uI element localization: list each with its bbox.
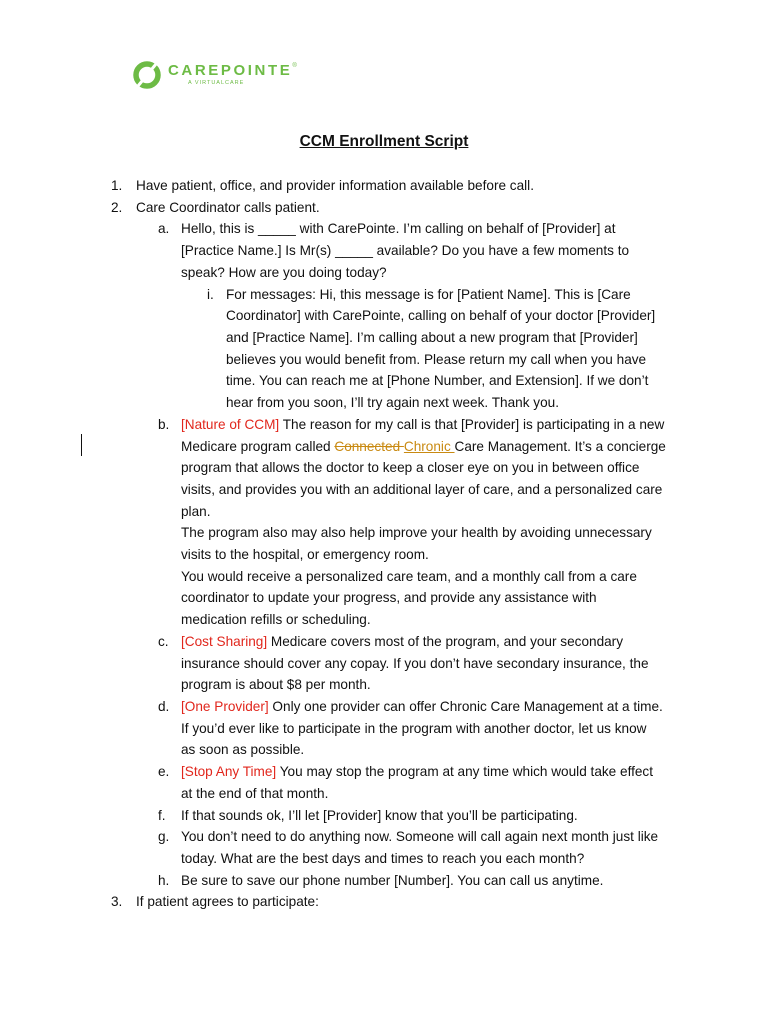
script-line: time. You can reach me at [Phone Number, and Extension]. If we don’t <box>226 373 649 388</box>
script-line: Be sure to save our phone number [Number]. You can call us anytime. <box>181 873 604 888</box>
carepointe-logo-icon <box>132 60 162 90</box>
script-line: visits to the hospital, or emergency room. <box>181 547 429 562</box>
list-marker: g. <box>158 829 170 844</box>
script-line <box>181 696 663 718</box>
script-line <box>181 414 664 436</box>
script-text: Care Management. It’s a concierge <box>454 439 666 454</box>
script-line: speak? How are you doing today? <box>181 265 387 280</box>
list-marker: b. <box>158 417 170 432</box>
script-line: believes you would benefit from. Please return my call when you have <box>226 352 647 367</box>
script-line: medication refills or scheduling. <box>181 612 371 627</box>
message-label: For messages: <box>226 287 316 302</box>
text-cursor <box>81 434 82 456</box>
script-line: Hello, this is _____ with CarePointe. I’m calling on behalf of [Provider] at <box>181 221 616 236</box>
section-tag: [One Provider] <box>181 699 269 714</box>
script-line: You would receive a personalized care team, and a monthly call from a care <box>181 569 637 584</box>
list-marker: a. <box>158 221 170 236</box>
script-line <box>181 761 653 783</box>
list-marker: 2. <box>111 200 123 215</box>
brand-name: CAREPOINTE <box>168 62 293 80</box>
list-marker: d. <box>158 699 170 714</box>
message-text: Hi, this message is for [Patient Name]. This is [Care <box>315 287 631 302</box>
script-text: Medicare covers most of the program, and your secondary <box>267 634 624 649</box>
script-line: The program also may also help improve your health by avoiding unnecessary <box>181 525 652 540</box>
script-text: The reason for my call is that [Provider] is participating in a new <box>279 417 665 432</box>
script-line: as soon as possible. <box>181 742 305 757</box>
script-line: plan. <box>181 504 211 519</box>
list-marker: c. <box>158 634 169 649</box>
list-marker: h. <box>158 873 170 888</box>
script-line: insurance should cover any copay. If you don’t have secondary insurance, the <box>181 656 649 671</box>
list-item: Have patient, office, and provider information available before call. <box>136 178 534 193</box>
script-line <box>181 631 623 653</box>
page-title: CCM Enrollment Script <box>299 133 469 150</box>
list-marker: e. <box>158 764 170 779</box>
script-text: You may stop the program at any time which would take effect <box>276 764 654 779</box>
list-item: If patient agrees to participate: <box>136 894 319 909</box>
section-tag: [Nature of CCM] <box>181 417 280 432</box>
script-line: hear from you soon, I’ll try again next week. Thank you. <box>226 395 559 410</box>
inserted-text: Chronic <box>403 439 455 454</box>
script-line: Coordinator] with CarePointe, calling on behalf of your doctor [Provider] <box>226 308 656 323</box>
list-marker: 1. <box>111 178 123 193</box>
script-line: You don’t need to do anything now. Someone will call again next month just like <box>181 829 659 844</box>
script-line: program is about $8 per month. <box>181 677 371 692</box>
list-marker: f. <box>158 808 166 823</box>
script-text: Medicare program called <box>181 439 335 454</box>
list-marker: 3. <box>111 894 123 909</box>
script-line: coordinator to update your progress, and provide any assistance with <box>181 590 597 605</box>
list-item: Care Coordinator calls patient. <box>136 200 320 215</box>
section-tag: [Cost Sharing] <box>181 634 268 649</box>
script-line: and [Practice Name]. I’m calling about a new program that [Provider] <box>226 330 638 345</box>
script-line: [Practice Name.] Is Mr(s) _____ available? Do you have a few moments to <box>181 243 630 258</box>
list-marker: i. <box>207 287 214 302</box>
section-tag: [Stop Any Time] <box>181 764 277 779</box>
brand-trademark: ® <box>292 63 297 70</box>
script-line <box>181 436 666 458</box>
script-line: at the end of that month. <box>181 786 329 801</box>
carepointe-logo <box>132 60 297 90</box>
script-line <box>226 284 631 306</box>
script-line: visits, and provides you with an additional layer of care, and a personalized care <box>181 482 663 497</box>
script-line: program that allows the doctor to keep a closer eye on you in between office <box>181 460 640 475</box>
script-line: If you’d ever like to participate in the program with another doctor, let us know <box>181 721 647 736</box>
script-line: today. What are the best days and times to reach you each month? <box>181 851 585 866</box>
brand-subtitle: A VIRTUALCARE <box>188 80 245 87</box>
script-text: Only one provider can offer Chronic Care Management at a time. <box>268 699 663 714</box>
deleted-text: Connected <box>334 439 404 454</box>
script-line: If that sounds ok, I’ll let [Provider] know that you’ll be participating. <box>181 808 578 823</box>
